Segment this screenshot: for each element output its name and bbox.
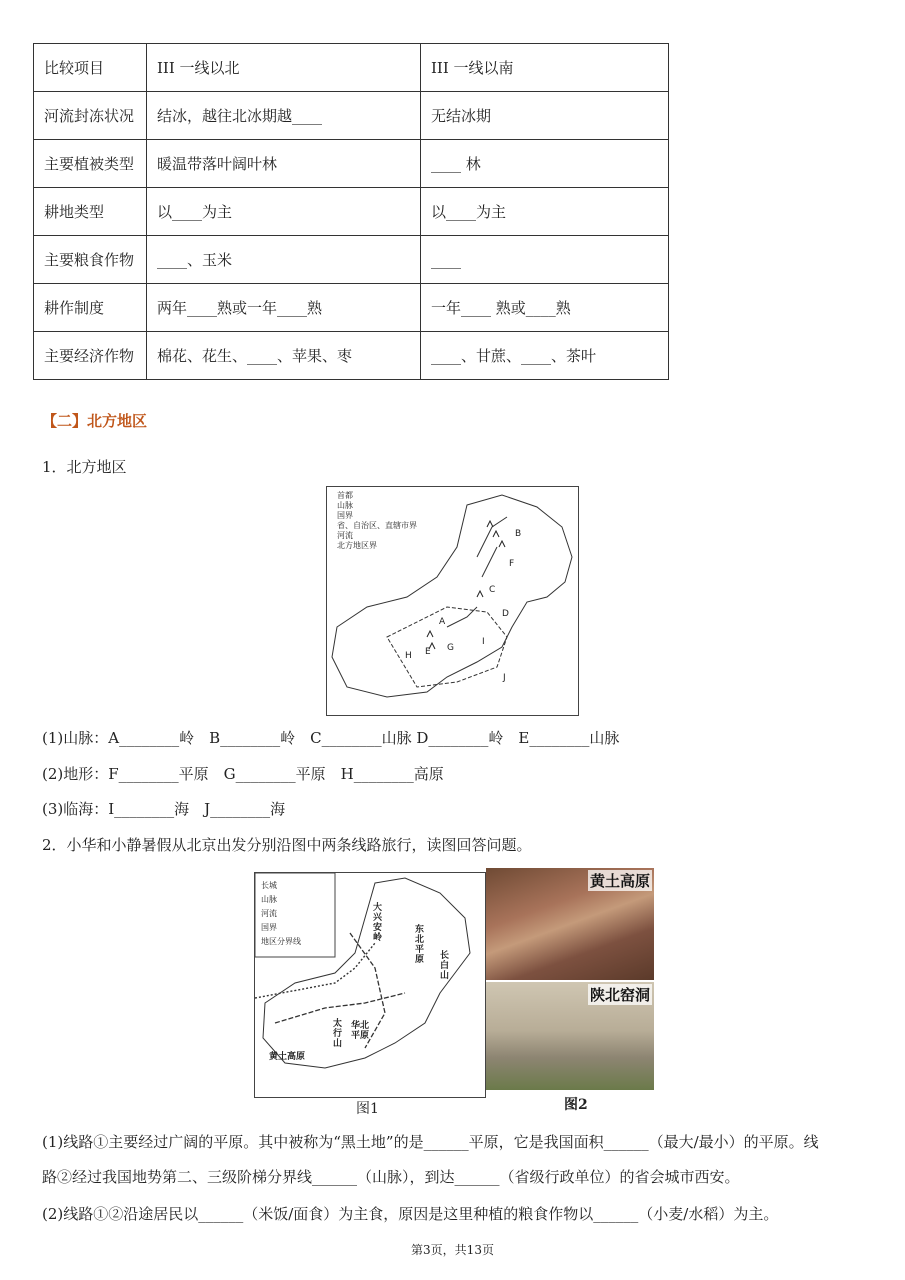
travel-route-map [254,872,486,1098]
table-cell: 暖温带落叶阔叶林 [147,140,421,188]
table-cell: ____、甘蔗、____、茶叶 [421,332,669,380]
map-letter: F [509,559,515,569]
map-letter: J [503,673,506,683]
map-letter: G [447,643,454,653]
table-cell: 结冰，越往北冰期越____ [147,92,421,140]
map-letter: D [502,609,509,619]
map-letter: B [515,529,522,539]
map-letter: A [439,617,446,627]
table-row [34,236,669,284]
table-cell: 一年____ 熟或____熟 [421,284,669,332]
table-cell: ____ 林 [421,140,669,188]
map-label: 大兴安岭 [373,903,383,943]
q2-part2: (2)线路①②沿途居民以______（米饭/面食）为主食，原因是这里种植的粮食作物以______（小麦/水稻）为主。 [42,1205,779,1223]
table-cell: III 一线以南 [421,44,669,92]
table-cell: 河流封冻状况 [34,92,147,140]
legend-item: 省、自治区、直辖市界 [337,521,417,530]
page-number-footer: 第3页，共13页 [411,1243,494,1257]
table-cell: 主要植被类型 [34,140,147,188]
table-row [34,332,669,380]
legend-item: 长城 [261,881,277,890]
figure-2-caption: 图2 [564,1097,588,1113]
legend-item: 地区分界线 [261,937,301,946]
legend-item: 首都 [337,491,353,500]
map2-legend [261,879,301,949]
q1-line-mountains: (1)山脉：A________岭 B________岭 C________山脉 D________岭 E________山脉 [42,729,620,747]
table-cell: ____、玉米 [147,236,421,284]
table-cell: 耕作制度 [34,284,147,332]
table-cell: ____ [421,236,669,284]
map-label: 东北平原 [415,925,425,965]
q2-title: 2．小华和小静暑假从北京出发分别沿图中两条线路旅行，读图回答问题。 [42,836,532,854]
table-cell: 比较项目 [34,44,147,92]
map-letter: E [425,647,431,657]
table-cell: 主要粮食作物 [34,236,147,284]
cave-dwelling-photo [486,982,654,1090]
table-cell: 棉花、花生、____、苹果、枣 [147,332,421,380]
q2-part1-line1: (1)线路①主要经过广阔的平原。其中被称为“黑土地”的是______平原，它是我国面积______（最大/最小）的平原。线 [42,1133,819,1151]
map-letter: H [405,651,412,661]
table-cell: 无结冰期 [421,92,669,140]
table-row [34,140,669,188]
legend-item: 山脉 [261,895,277,904]
photo-label: 陕北窑洞 [589,986,650,1004]
north-region-map [326,486,579,716]
q1-line-seas: (3)临海：I________海 J________海 [42,800,286,818]
map-label: 黄土高原 [269,1052,306,1062]
table-cell: 以____为主 [421,188,669,236]
figure-1-caption: 图1 [356,1101,379,1117]
map-label: 长白山 [440,951,450,981]
legend-item: 河流 [261,909,277,918]
table-cell: III 一线以北 [147,44,421,92]
q1-title: 1．北方地区 [42,458,127,476]
section-title: 【二】北方地区 [42,412,148,430]
table-row [34,92,669,140]
table-cell: 主要经济作物 [34,332,147,380]
map-label: 太行山 [333,1019,343,1049]
legend-item: 河流 [337,531,353,540]
table-row [34,44,669,92]
map1-legend [337,491,417,551]
map-label: 华北平原 [351,1021,370,1041]
table-row [34,284,669,332]
legend-item: 北方地区界 [337,541,377,550]
table-row [34,188,669,236]
comparison-table [33,43,669,380]
photo-label: 黄土高原 [589,872,650,890]
table-cell: 以____为主 [147,188,421,236]
legend-item: 山脉 [337,501,353,510]
map-letter: I [482,637,485,647]
q2-part1-line2: 路②经过我国地势第二、三级阶梯分界线______（山脉），到达______（省级行政单位）的省会城市西安。 [42,1168,740,1186]
q1-line-terrain: (2)地形：F________平原 G________平原 H________高原 [42,765,444,783]
legend-item: 国界 [261,923,277,932]
map-letter: C [489,585,496,595]
loess-plateau-photo [486,868,654,980]
table-cell: 耕地类型 [34,188,147,236]
table-cell: 两年____熟或一年____熟 [147,284,421,332]
legend-item: 国界 [337,511,353,520]
